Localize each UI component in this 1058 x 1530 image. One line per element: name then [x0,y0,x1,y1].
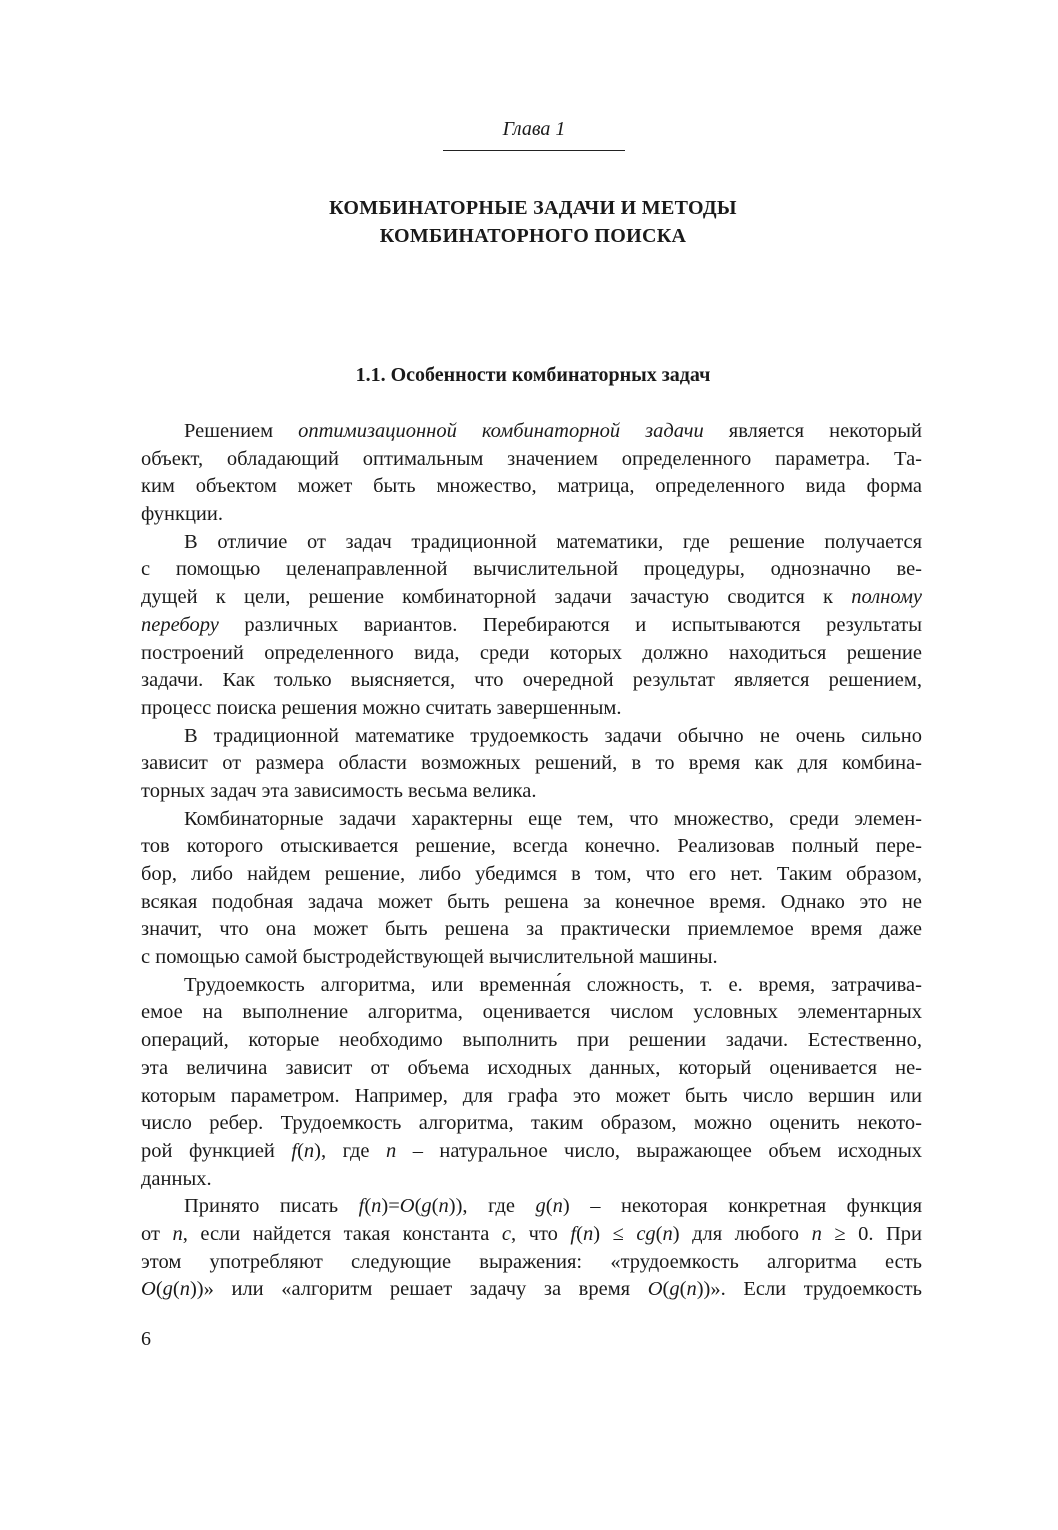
text: Решением [184,420,299,442]
text: ≥ 0. При [821,1222,923,1245]
text-line [141,889,922,917]
italic-text: O [647,1278,663,1301]
text: которым параметром. Например, для графа это может быть число вершин или [141,1084,922,1107]
text: число ребер. Трудоемкость алгоритма, таким образом, можно оценить некото- [141,1112,922,1135]
text-line [141,501,922,529]
text-line [141,1276,922,1304]
text: ) ≤ [593,1222,637,1245]
italic-text: f [358,1195,365,1218]
italic-text: перебору [141,613,219,636]
page-number: 6 [141,1328,151,1350]
italic-text: оптимизационной комбинаторной задачи [298,420,704,442]
text: ким объектом может быть множество, матрица, определенного вида форма [141,475,922,498]
text: различных вариантов. Перебираются и испытываются результаты [218,613,922,636]
italic-text: n [552,1195,563,1218]
text-line [141,1221,922,1249]
italic-text: c [501,1222,512,1245]
text: ) – некоторая конкретная функция [562,1195,922,1218]
text: бор, либо найдем решение, либо убедимся в том, что его нет. Таким образом, [141,863,922,885]
text: рой функцией [141,1139,292,1162]
text: ( [414,1195,422,1218]
text-line [141,944,922,972]
chapter-label: Глава 1 [502,118,566,140]
text-line [141,695,922,723]
text-line [141,584,922,612]
italic-text: n [179,1278,190,1301]
text: ) для любого [672,1222,812,1245]
text-line [141,778,922,806]
text: ( [297,1139,304,1162]
text-line [141,1166,922,1194]
text: тов которого отыскивается решение, всегда конечно. Реализовав полный пере- [141,835,922,858]
text-line [141,612,922,640]
text: эта величина зависит от объема исходных данных, который оценивается не- [141,1056,922,1079]
text: процесс поиска решения можно считать завершенным. [141,696,622,719]
italic-text: n [385,1139,397,1162]
text: ))» или «алгоритм решает задачу за время [189,1278,648,1301]
section-heading: 1.1. Особенности комбинаторных задач [355,364,711,386]
text-line [141,916,922,944]
italic-text: f [291,1139,298,1162]
text-line [141,1110,922,1138]
text: ( [172,1278,180,1301]
text-line [141,1138,922,1166]
text: , что [511,1222,571,1245]
text: Трудоемкость алгоритма, или временна́я сложность, т. е. время, затрачива- [184,973,922,996]
paragraph [141,529,922,723]
text-line [141,529,922,557]
italic-text: n [303,1139,315,1162]
text: является некоторый [703,420,922,442]
text: Принято писать [184,1195,359,1218]
text-line [141,750,922,778]
italic-text: O [399,1195,415,1218]
text: дущей к цели, решение комбинаторной задачи зачастую сводится к [141,586,852,609]
text: объект, обладающий оптимальным значением определенного параметра. Та- [141,447,922,470]
text: В отличие от задач традиционной математики, где решение получается [184,530,922,553]
italic-text: g [421,1195,432,1218]
text: всякая подобная задача может быть решена за конечное время. Однако это не [141,890,922,913]
paragraph [141,972,922,1194]
italic-text: n [438,1195,449,1218]
text: ( [545,1195,553,1218]
text-line [141,999,922,1027]
paragraph [141,723,922,806]
text: с помощью целенаправленной вычислительной процедуры, однозначно ве- [141,558,922,581]
text: функции. [141,503,223,526]
italic-text: n [582,1222,594,1245]
text: ( [655,1222,663,1245]
text-line [141,1027,922,1055]
italic-text: f [570,1222,577,1245]
italic-text: n [686,1278,697,1301]
text: зависит от размера области возможных решений, в то время как для комбина- [141,752,922,775]
text: ( [155,1278,163,1301]
text-line [141,861,922,889]
italic-text: n [662,1222,673,1245]
text-line [141,418,922,446]
text: )= [381,1195,400,1218]
text: ))». Если трудоемкость [696,1278,922,1301]
text: емое на выполнение алгоритма, оценивается числом условных элементарных [141,1001,922,1024]
text: с помощью самой быстродействующей вычислительной машины. [141,946,718,969]
italic-text: g [535,1195,546,1218]
text-line [141,723,922,751]
chapter-title [140,194,926,250]
text-line [141,667,922,695]
text: В традиционной математике трудоемкость задачи обычно не очень сильно [184,724,922,747]
text: построений определенного вида, среди которых должно находиться решение [141,641,922,664]
text: )), где [448,1195,536,1218]
text: Комбинаторные задачи характерны еще тем, что множество, среди элемен- [184,807,922,830]
text: ( [364,1195,372,1218]
italic-text: n [811,1222,822,1245]
text: задачи. Как только выясняется, что очередной результат является решением, [141,669,922,692]
text: ( [662,1278,670,1301]
italic-text: n [172,1222,183,1245]
text: этом употребляют следующие выражения: «трудоемкость алгоритма есть [141,1250,922,1273]
text: , если найдется такая константа [182,1222,502,1245]
text: значит, что она может быть решена за практически приемлемое время даже [141,918,922,941]
italic-text: полному [851,586,922,609]
italic-text: O [141,1278,156,1301]
text-line [141,1055,922,1083]
chapter-rule [443,150,625,151]
text: ( [679,1278,687,1301]
text-line [141,806,922,834]
body-text [141,418,922,1304]
text-line [141,1193,922,1221]
paragraph [141,806,922,972]
text: операций, которые необходимо выполнить при решении задачи. Естественно, [141,1029,922,1052]
paragraph [141,418,922,529]
text: торных задач эта зависимость весьма велика. [141,779,537,802]
text: ( [431,1195,439,1218]
text-line [141,972,922,1000]
text-line [141,1249,922,1277]
text-line [141,473,922,501]
italic-text: g [162,1278,173,1301]
text-line [141,1083,922,1111]
chapter-title-line: КОМБИНАТОРНЫЕ ЗАДАЧИ И МЕТОДЫ [329,197,737,219]
text: ), где [314,1139,386,1162]
text: от [141,1222,173,1245]
italic-text: g [669,1278,680,1301]
text-line [141,556,922,584]
text: данных. [141,1167,212,1190]
text-line [141,446,922,474]
paragraph [141,1193,922,1304]
italic-text: n [371,1195,382,1218]
text-line [141,833,922,861]
text: – натуральное число, выражающее объем исходных [396,1139,923,1162]
text: ( [576,1222,583,1245]
italic-text: cg [636,1222,656,1245]
chapter-title-line: КОМБИНАТОРНОГО ПОИСКА [379,225,687,247]
text-line [141,640,922,668]
